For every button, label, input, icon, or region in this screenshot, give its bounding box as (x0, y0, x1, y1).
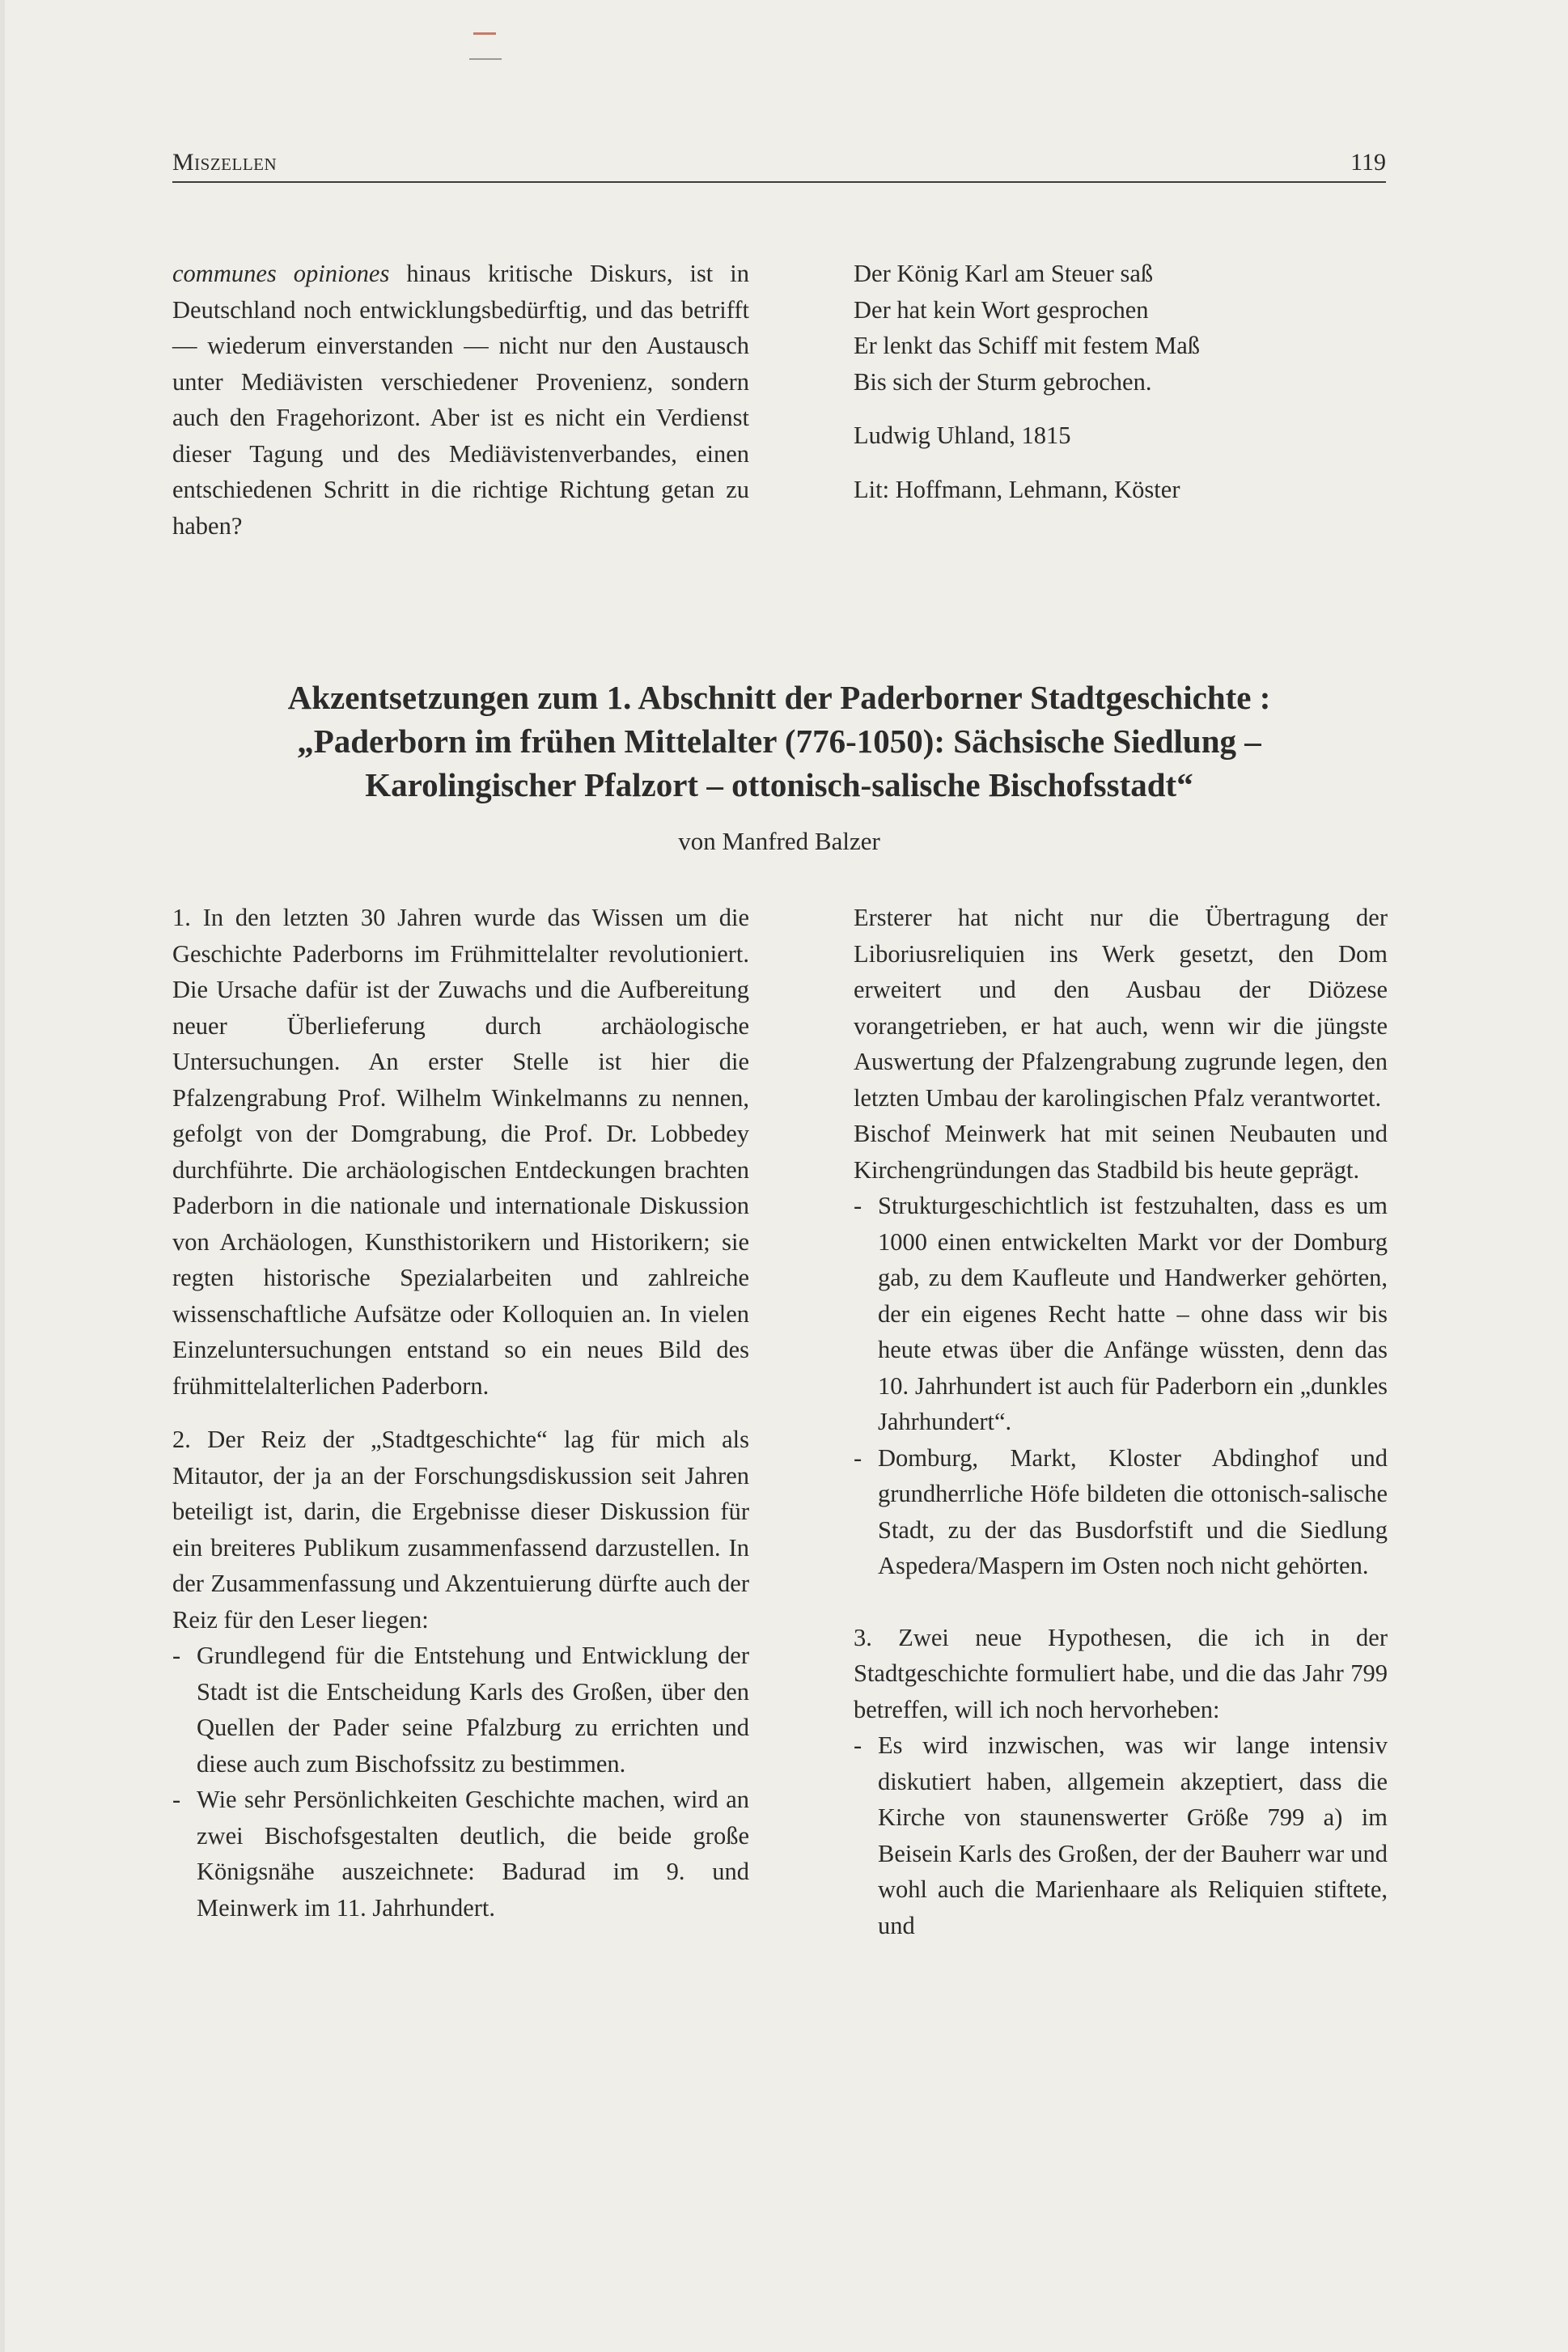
poem-line: Der hat kein Wort gesprochen (854, 295, 1149, 324)
poem-line: Er lenkt das Schiff mit festem Maß (854, 332, 1201, 359)
spacer (172, 1404, 749, 1422)
bullet-item: - Wie sehr Persönlichkeiten Geschichte machen, wird an zwei Bischofsgestalten deutlich, die beide große Königsnähe auszeichnete: Badurad im 9. und Meinwerk im 11. Jahrhundert. (172, 1782, 749, 1926)
spacer (854, 400, 1388, 417)
top-left-column (172, 256, 749, 544)
poem-line: Bis sich der Sturm gebrochen. (854, 367, 1152, 396)
page-edge (0, 0, 5, 2352)
top-right-column (854, 256, 1388, 507)
print-mark-line (469, 58, 502, 60)
author-byline: von Manfred Balzer (678, 827, 880, 855)
paragraph-2: 2. Der Reiz der „Stadtgeschichte“ lag für mich als Mitautor, der ja an der Forschungsdiskussion seit Jahren beteiligt ist, darin, die Ergebnisse dieser Diskussion für ein breiteres Publikum zusammenfassend darzustellen. In der Zusammenfassung und Akzentuierung dürfte auch der Reiz für den Leser liegen: (172, 1426, 749, 1634)
page-number: 119 (1350, 149, 1386, 176)
bullet-item: - Domburg, Markt, Kloster Abdinghof und grundherrliche Höfe bildeten die ottonisch-salische Stadt, zu der das Busdorfstift und die Siedlung Aspedera/Maspern im Osten noch nicht gehörten. (854, 1440, 1388, 1584)
bullet-item: - Grundlegend für die Entstehung und Entwicklung der Stadt ist die Entscheidung Karls des Großen, über den Quellen der Pader seine Pfalzburg zu errichten und diese auch zum Bischofssitz zu bestimmen. (172, 1638, 749, 1782)
title-line: „Paderborn im frühen Mittelalter (776-1050): Sächsische Siedlung – (297, 723, 1261, 760)
running-header (172, 139, 1386, 183)
bullet-item: - Strukturgeschichtlich ist festzuhalten, dass es um 1000 einen entwickelten Markt vor der Domburg gab, zu dem Kaufleute und Handwerker gehörten, der ein eigenes Recht hatte – ohne dass wir bis heute etwas über die Anfänge wüssten, denn das 10. Jahrhundert ist auch für Paderborn ein „dunkles Jahrhundert“. (854, 1188, 1388, 1440)
article-title (172, 676, 1386, 807)
paragraph: Ersterer hat nicht nur die Übertragung der Liboriusreliquien ins Werk gesetzt, den Dom erweitert und den Ausbau der Diözese vorangetrieben, er hat auch, wenn wir die jüngste Auswertung der Pfalzengrabung zugrunde legen, den letzten Umbau der karolingischen Pfalz verantwortet. (854, 904, 1388, 1112)
bullet-item: - Es wird inzwischen, was wir lange intensiv diskutiert haben, allgemein akzeptiert, dass die Kirche von staunenswerter Größe 799 a) im Beisein Karls des Großen, der der Bauherr war und wohl auch die Marienhaare als Reliquien stiftete, und (854, 1727, 1388, 1943)
spacer (854, 1584, 1388, 1620)
title-line: Akzentsetzungen zum 1. Abschnitt der Paderborner Stadtgeschichte : (287, 679, 1271, 716)
paragraph: Bischof Meinwerk hat mit seinen Neubauten und Kirchengründungen das Stadbild bis heute geprägt. (854, 1120, 1388, 1184)
paragraph-3: 3. Zwei neue Hypothesen, die ich in der Stadtgeschichte formuliert habe, und die das Jahr 799 betreffen, will ich noch hervorheben: (854, 1623, 1388, 1723)
poem-line: Der König Karl am Steuer saß (854, 260, 1154, 287)
paragraph-1: 1. In den letzten 30 Jahren wurde das Wissen um die Geschichte Paderborns im Frühmittelalter revolutioniert. Die Ursache dafür ist der Zuwachs und die Aufbereitung neuer Überlieferung durch archäologische Untersuchungen. An erster Stelle ist hier die Pfalzengrabung Prof. Wilhelm Winkelmanns zu nennen, gefolgt von der Domgrabung, die Prof. Dr. Lobbedey durchführte. Die archäologischen Entdeckungen brachten Paderborn in die nationale und internationale Diskussion von Archäologen, Kunsthistorikern und Historikern; sie regten historische Spezialarbeiten und zahlreiche wissenschaftliche Aufsätze oder Kolloquien an. In vielen Einzeluntersuchungen entstand so ein neues Bild des frühmittelalterlichen Paderborn. (172, 904, 749, 1400)
title-line: Karolingischer Pfalzort – ottonisch-salische Bischofsstadt“ (365, 766, 1193, 803)
print-mark (473, 32, 496, 35)
right-column (854, 900, 1388, 1943)
poem-source: Ludwig Uhland, 1815 (854, 422, 1071, 449)
literature-reference: Lit: Hoffmann, Lehmann, Köster (854, 475, 1180, 503)
continuation-paragraph (172, 256, 749, 544)
left-column (172, 900, 749, 1926)
continuation-text: hinaus kritische Diskurs, ist in Deutschland noch entwicklungsbedürftig, und das betrifft — wiederum einverstanden — nicht nur den Austausch unter Mediävisten verschiedener Provenienz, sondern auch den Fragehorizont. Aber ist es nicht ein Verdienst dieser Tagung und des Mediävistenverbandes, einen entschiedenen Schritt in die richtige Richtung getan zu haben? (172, 260, 749, 540)
section-title: Miszellen (172, 149, 278, 176)
italic-lead: communes opiniones (172, 260, 390, 287)
spacer (854, 454, 1388, 472)
